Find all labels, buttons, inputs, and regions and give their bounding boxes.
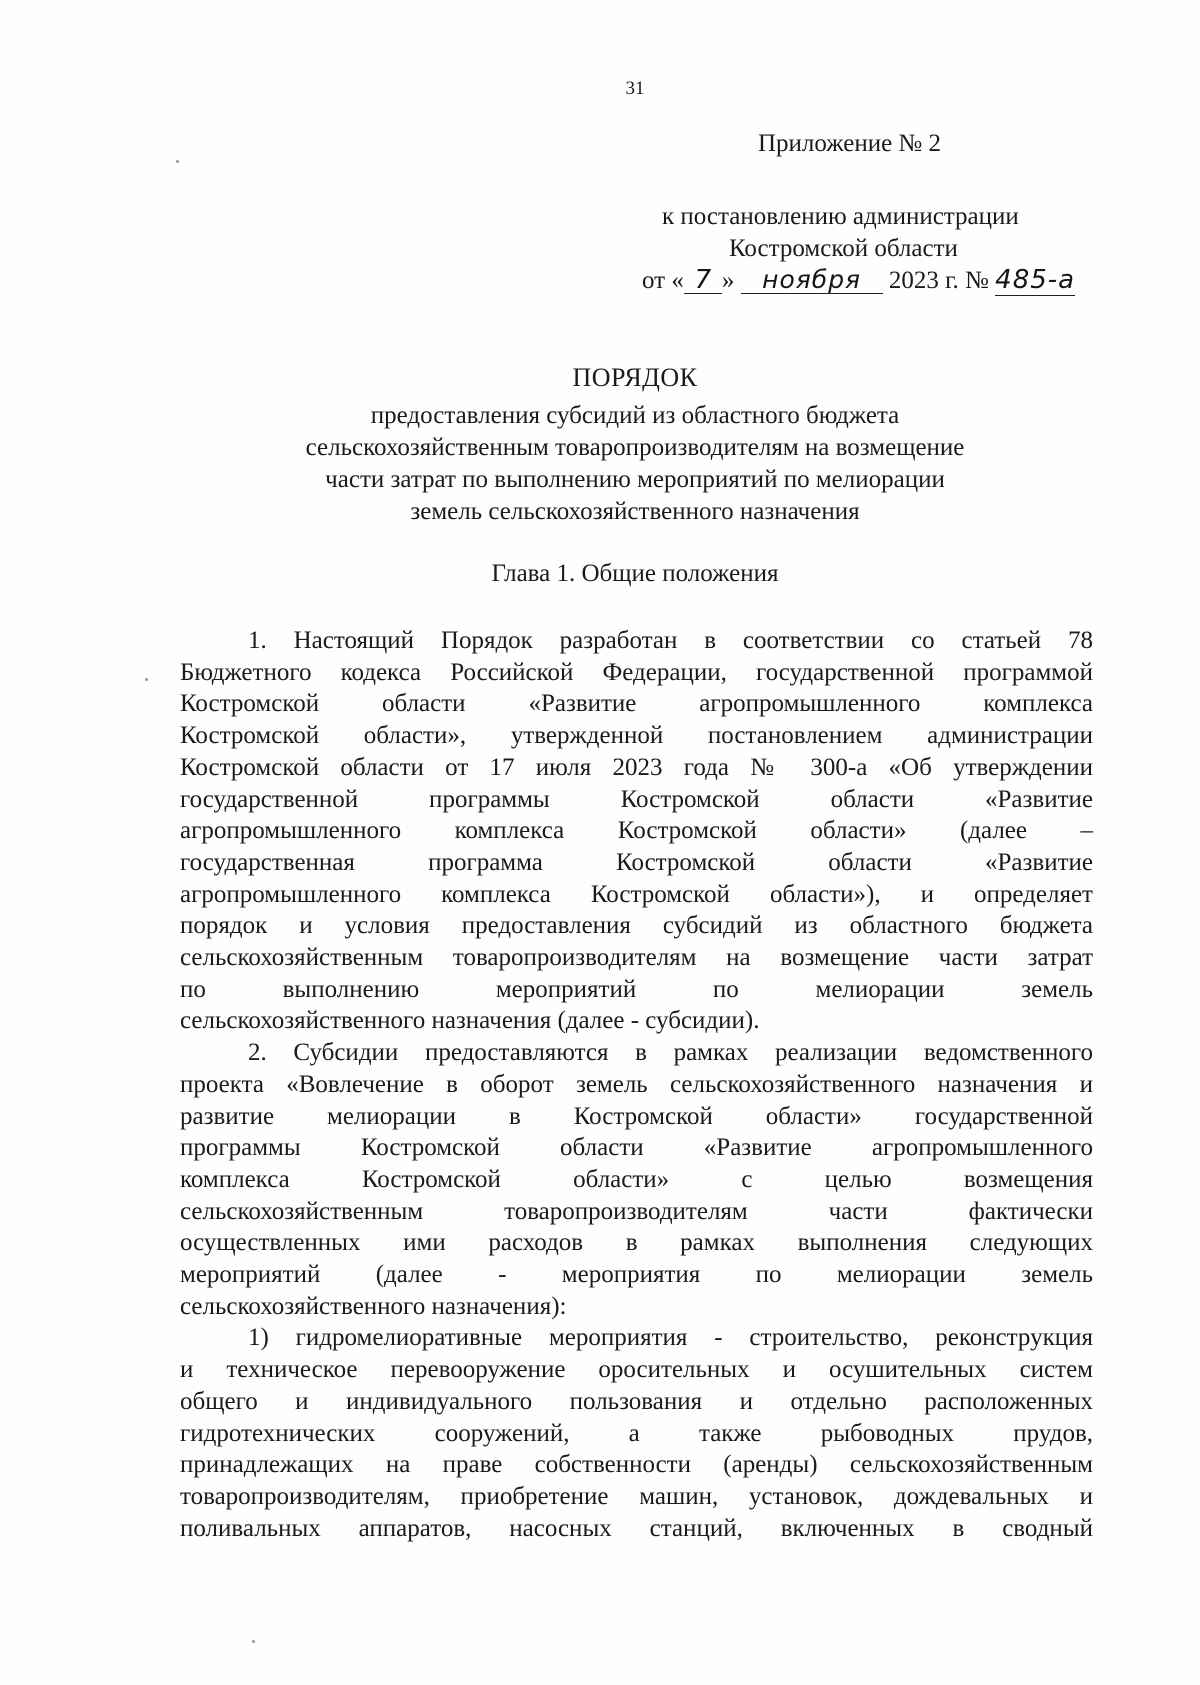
paragraph-line: принадлежащих на праве собственности (аренды) сельскохозяйственным (180, 1451, 1093, 1479)
decree-date-line (612, 265, 1200, 297)
paragraph-line: агропромышленного комплекса Костромской области»), и определяет (180, 880, 1093, 908)
handwritten-month: ноября (741, 267, 883, 294)
body-text (180, 625, 1093, 1544)
document-title: ПОРЯДОК (572, 363, 698, 392)
subtitle-line: земель сельскохозяйственного назначения (410, 498, 860, 525)
subtitle-line: предоставления субсидий из областного бюджета (370, 402, 900, 429)
appendix-title: Приложение № 2 (758, 130, 942, 157)
decree-year: 2023 г. № (888, 267, 989, 294)
paragraph-line: проекта «Вовлечение в оборот земель сельскохозяйственного назначения и (180, 1070, 1093, 1098)
paragraph-line: гидротехнических сооружений, а также рыбоводных прудов, (180, 1419, 1093, 1447)
paragraph-line: агропромышленного комплекса Костромской области» (далее – (180, 817, 1093, 845)
paragraph-line: сельскохозяйственного назначения (далее - субсидии). (180, 1007, 760, 1035)
paragraph-line: государственной программы Костромской области «Развитие (180, 785, 1093, 813)
paragraph-line: сельскохозяйственного назначения): (180, 1292, 567, 1320)
paragraph-line: Бюджетного кодекса Российской Федерации, государственной программой (180, 658, 1093, 686)
handwritten-number (995, 267, 1075, 293)
paragraph-line: 2. Субсидии предоставляются в рамках реализации ведомственного (248, 1039, 1093, 1067)
paragraph-line: 1) гидромелиоративные мероприятия - строительство, реконструкция (248, 1324, 1093, 1352)
decree-line-2: Костромской области (729, 235, 958, 262)
scan-speck (145, 678, 148, 681)
paragraph-line: сельскохозяйственным товаропроизводителям на возмещение части затрат (180, 944, 1093, 972)
paragraph-line: развитие мелиорации в Костромской области» государственной (180, 1102, 1093, 1130)
paragraph-line: государственная программа Костромской области «Развитие (180, 848, 1093, 876)
paragraph-line: поливальных аппаратов, насосных станций, включенных в сводный (180, 1514, 1093, 1542)
scan-speck (252, 1640, 255, 1643)
scan-speck (176, 160, 179, 163)
paragraph-line: порядок и условия предоставления субсидий из областного бюджета (180, 912, 1093, 940)
paragraph-line: Костромской области от 17 июля 2023 года № 300-а «Об утверждении (180, 753, 1093, 781)
handwritten-day: 7 (684, 267, 722, 294)
paragraph-line: общего и индивидуального пользования и отдельно расположенных (180, 1387, 1093, 1415)
decree-reference (612, 201, 1200, 297)
decree-from: от « (642, 267, 684, 294)
subtitle-line: сельскохозяйственным товаропроизводителям на возмещение (305, 434, 965, 461)
document-subtitle (0, 400, 1200, 528)
decree-line-1: к постановлению администрации (662, 203, 1019, 230)
paragraph-line: Костромской области», утвержденной постановлением администрации (180, 722, 1093, 750)
paragraph-line: сельскохозяйственным товаропроизводителям части фактически (180, 1197, 1093, 1225)
paragraph-line: и техническое перевооружение оросительных и осушительных систем (180, 1356, 1093, 1384)
paragraph-line: программы Костромской области «Развитие агропромышленного (180, 1134, 1093, 1162)
paragraph-line: 1. Настоящий Порядок разработан в соответствии со статьей 78 (248, 627, 1093, 654)
page-number: 31 (625, 78, 645, 99)
paragraph-line: комплекса Костромской области» с целью возмещения (180, 1165, 1093, 1193)
decree-number: 485-а (995, 265, 1076, 295)
paragraph-line: по выполнению мероприятий по мелиорации земель (180, 975, 1093, 1003)
subtitle-line: части затрат по выполнению мероприятий по мелиорации (325, 466, 945, 493)
paragraph-line: Костромской области «Развитие агропромышленного комплекса (180, 690, 1093, 718)
paragraph-line: осуществленных ими расходов в рамках выполнения следующих (180, 1229, 1093, 1257)
decree-close-quote: » (721, 267, 735, 294)
paragraph-line: мероприятий (далее - мероприятия по мелиорации земель (180, 1261, 1093, 1289)
chapter-heading: Глава 1. Общие положения (491, 560, 779, 587)
paragraph-line: товаропроизводителям, приобретение машин, установок, дождевальных и (180, 1482, 1093, 1510)
